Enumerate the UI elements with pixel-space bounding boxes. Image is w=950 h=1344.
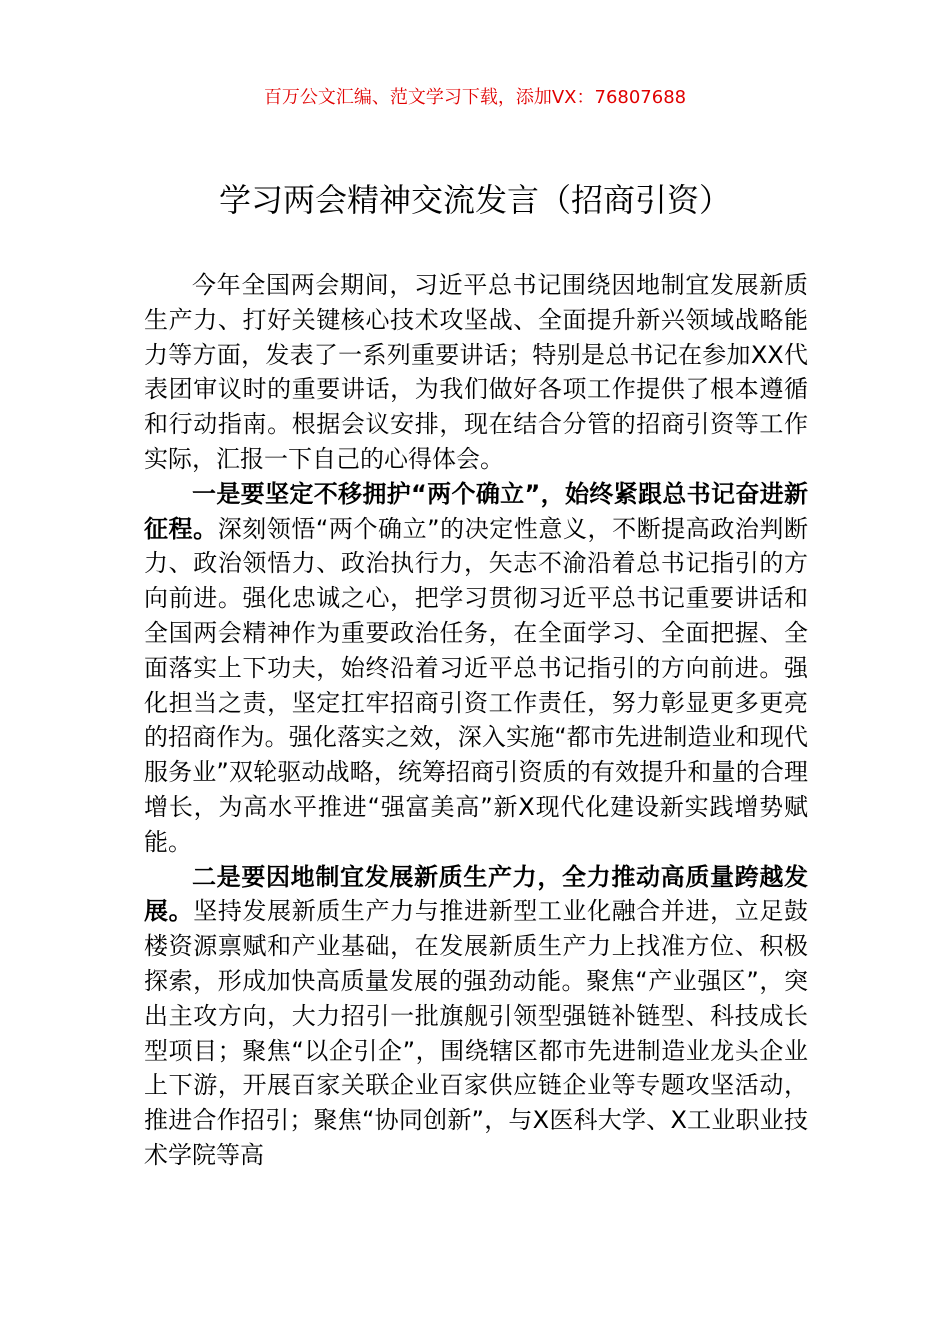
paragraph-text: 坚持发展新质生产力与推进新型工业化融合并进，立足鼓楼资源禀赋和产业基础，在发展新质生产力上找准方位、积极探索，形成加快高质量发展的强劲动能。聚焦“产业强区”，突出主攻方向，大力招引一批旗舰引领型强链补链型、科技成长型项目；聚焦“以企引企”，围绕辖区都市先进制造业龙头企业上下游，开展百家关联企业百家供应链企业等专题攻坚活动，推进合作招引；聚焦“协同创新”，与X医科大学、X工业职业技术学院等高	[144, 897, 809, 1169]
paragraph-point-one	[144, 477, 808, 860]
paragraph-text: 深刻领悟“两个确立”的决定性意义，不断提高政治判断力、政治领悟力、政治执行力，矢志不渝沿着总书记指引的方向前进。强化忠诚之心，把学习贯彻习近平总书记重要讲话和全国两会精神作为重要政治任务，在全面学习、全面把握、全面落实上下功夫，始终沿着习近平总书记指引的方向前进。强化担当之责，坚定扛牢招商引资工作责任，努力彰显更多更亮的招商作为。强化落实之效，深入实施“都市先进制造业和现代服务业”双轮驱动战略，统筹招商引资质的有效提升和量的合理增长，为高水平推进“强富美高”新X现代化建设新实践增势赋能。	[144, 514, 808, 856]
paragraph-text: 今年全国两会期间，习近平总书记围绕因地制宜发展新质生产力、打好关键核心技术攻坚战、全面提升新兴领域战略能力等方面，发表了一系列重要讲话；特别是总书记在参加XX代表团审议时的重要讲话，为我们做好各项工作提供了根本遵循和行动指南。根据会议安排，现在结合分管的招商引资等工作实际，汇报一下自己的心得体会。	[144, 271, 808, 473]
paragraph-lead: 一是要坚定不移拥护“两个确立”，始终紧跟总书记奋进新征程。	[144, 479, 808, 543]
header-watermark-note: 百万公文汇编、范文学习下载，添加VX：76807688	[263, 87, 687, 108]
document-body	[144, 268, 808, 1173]
document-title: 学习两会精神交流发言（招商引资）	[218, 181, 731, 219]
paragraph-lead: 二是要因地制宜发展新质生产力，全力推动高质量跨越发展。	[144, 862, 808, 926]
paragraph-intro	[144, 268, 808, 477]
paragraph-point-two	[144, 860, 808, 1173]
